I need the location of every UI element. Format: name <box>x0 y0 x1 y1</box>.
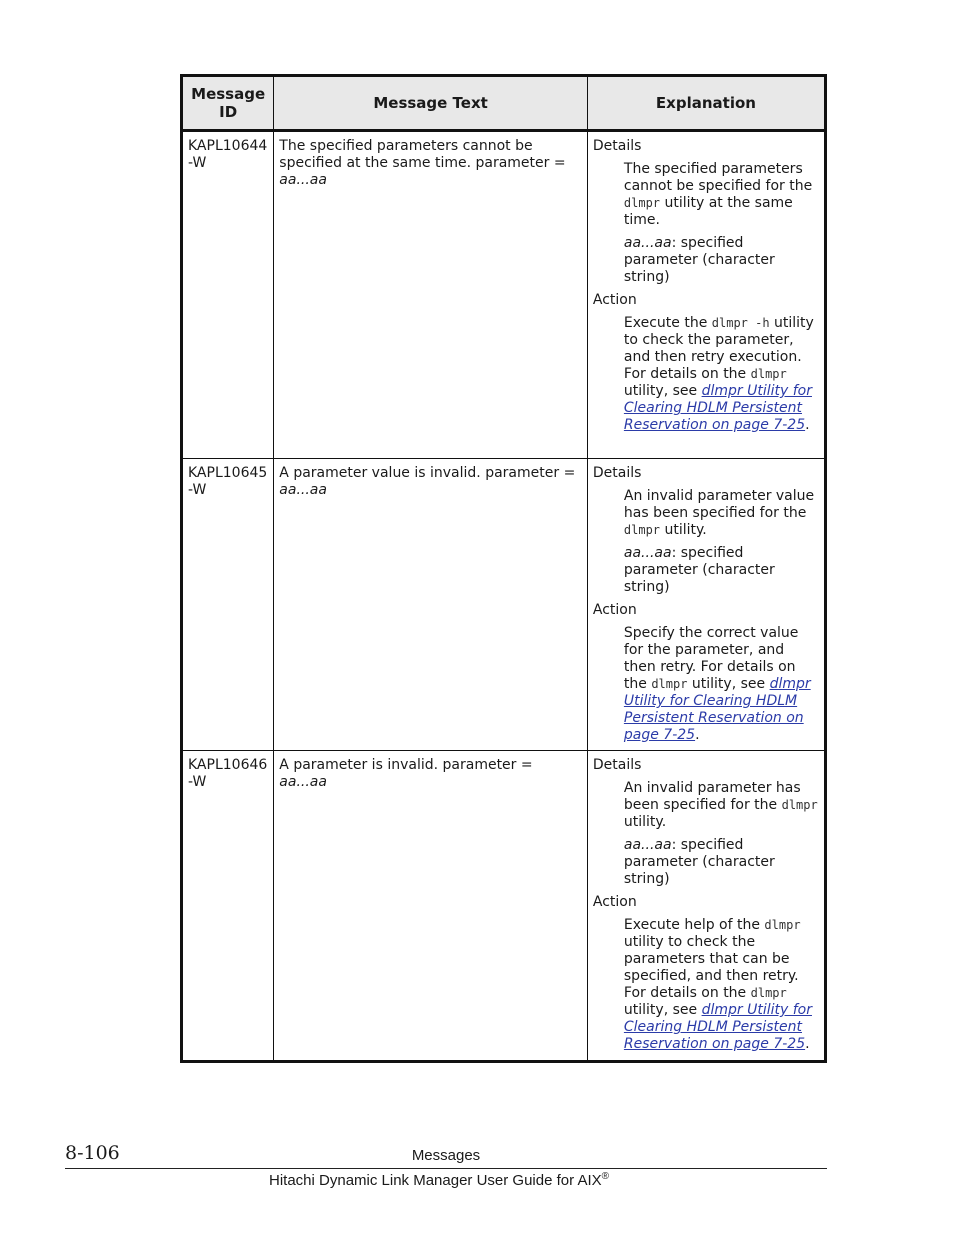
action-text: Execute help of the <box>623 917 765 933</box>
message-text-cell <box>274 751 588 1062</box>
message-text: A parameter value is invalid. parameter = <box>279 465 576 481</box>
action-description <box>624 625 819 744</box>
message-id-cell: KAPL10645-W <box>182 459 274 751</box>
details-variable: aa...aa <box>623 235 672 251</box>
utility-code: dlmpr <box>764 918 801 932</box>
action-text: . <box>805 1036 810 1052</box>
details-text: : specified parameter (character string) <box>623 235 775 285</box>
action-text: utility to check the parameter, and then retry execution. For details on the <box>623 315 814 382</box>
details-variable-description <box>624 545 819 596</box>
header-message-text: Message Text <box>274 76 588 131</box>
details-text: utility. <box>660 522 707 538</box>
details-label: Details <box>592 465 642 481</box>
utility-code: dlmpr <box>623 523 661 537</box>
page-number: 8-106 <box>65 1142 120 1164</box>
message-id-cell: KAPL10646-W <box>182 751 274 1062</box>
header-explanation: Explanation <box>587 76 825 131</box>
utility-code: dlmpr <box>750 367 787 381</box>
explanation-cell <box>587 459 825 751</box>
message-text-cell <box>274 131 588 459</box>
table-row <box>182 751 826 1062</box>
message-id-cell: KAPL10644-W <box>182 131 274 459</box>
action-text: Specify the correct value for the parameter, and then retry. For details on the <box>623 625 799 692</box>
details-text: The specified parameters cannot be specified for the <box>623 161 813 194</box>
details-text: utility at the same time. <box>623 195 793 228</box>
details-variable-description <box>624 837 819 888</box>
cross-reference-link[interactable]: dlmpr Utility for Clearing HDLM Persistent Reservation on page 7-25 <box>623 676 811 743</box>
action-text: Execute the <box>623 315 712 331</box>
cross-reference-link[interactable]: dlmpr Utility for Clearing HDLM Persistent Reservation on page 7-25 <box>623 1002 812 1052</box>
action-text: utility, see <box>623 383 702 399</box>
utility-code: dlmpr <box>750 986 787 1000</box>
details-label: Details <box>592 757 642 773</box>
action-label: Action <box>592 292 637 308</box>
details-variable-description <box>624 235 819 286</box>
table-row <box>182 131 826 459</box>
utility-code: dlmpr <box>623 196 661 210</box>
details-description <box>624 780 819 831</box>
message-variable: aa...aa <box>279 774 327 790</box>
message-text: The specified parameters cannot be specified at the same time. parameter = <box>279 138 566 171</box>
action-text: utility, see <box>687 676 770 692</box>
details-description <box>624 488 819 539</box>
details-text: : specified parameter (character string) <box>623 545 775 595</box>
table-header-row <box>182 76 826 131</box>
command-code: dlmpr -h <box>711 316 770 330</box>
details-variable: aa...aa <box>623 837 672 853</box>
footer-document-title <box>269 1171 609 1189</box>
message-variable: aa...aa <box>279 482 327 498</box>
message-table <box>180 74 827 1063</box>
details-text: An invalid parameter value has been specified for the <box>623 488 815 521</box>
message-variable: aa...aa <box>279 172 327 188</box>
utility-code: dlmpr <box>651 677 688 691</box>
action-label: Action <box>592 894 637 910</box>
action-text: utility to check the parameters that can be specified, and then retry. For details on the <box>623 934 799 1001</box>
cross-reference-link[interactable]: dlmpr Utility for Clearing HDLM Persistent Reservation on page 7-25 <box>623 383 812 433</box>
action-text: . <box>805 417 810 433</box>
details-label: Details <box>592 138 642 154</box>
explanation-cell <box>587 751 825 1062</box>
details-text: utility. <box>623 814 667 830</box>
utility-code: dlmpr <box>781 798 818 812</box>
action-text: utility, see <box>623 1002 702 1018</box>
details-text: An invalid parameter has been specified for the <box>623 780 801 813</box>
table-row <box>182 459 826 751</box>
details-description <box>624 161 819 229</box>
footer-divider <box>65 1168 827 1169</box>
explanation-cell <box>587 131 825 459</box>
message-text: A parameter is invalid. parameter = <box>279 757 533 773</box>
message-text-cell <box>274 459 588 751</box>
action-text: . <box>695 727 700 743</box>
header-message-id: Message ID <box>182 76 274 131</box>
action-label: Action <box>592 602 637 618</box>
details-text: : specified parameter (character string) <box>623 837 775 887</box>
details-variable: aa...aa <box>623 545 672 561</box>
action-description <box>624 315 819 434</box>
footer-section-title: Messages <box>411 1147 481 1164</box>
document-title: Hitachi Dynamic Link Manager User Guide for AIX <box>269 1172 602 1189</box>
action-description <box>624 917 819 1053</box>
registered-mark: ® <box>601 1171 610 1182</box>
